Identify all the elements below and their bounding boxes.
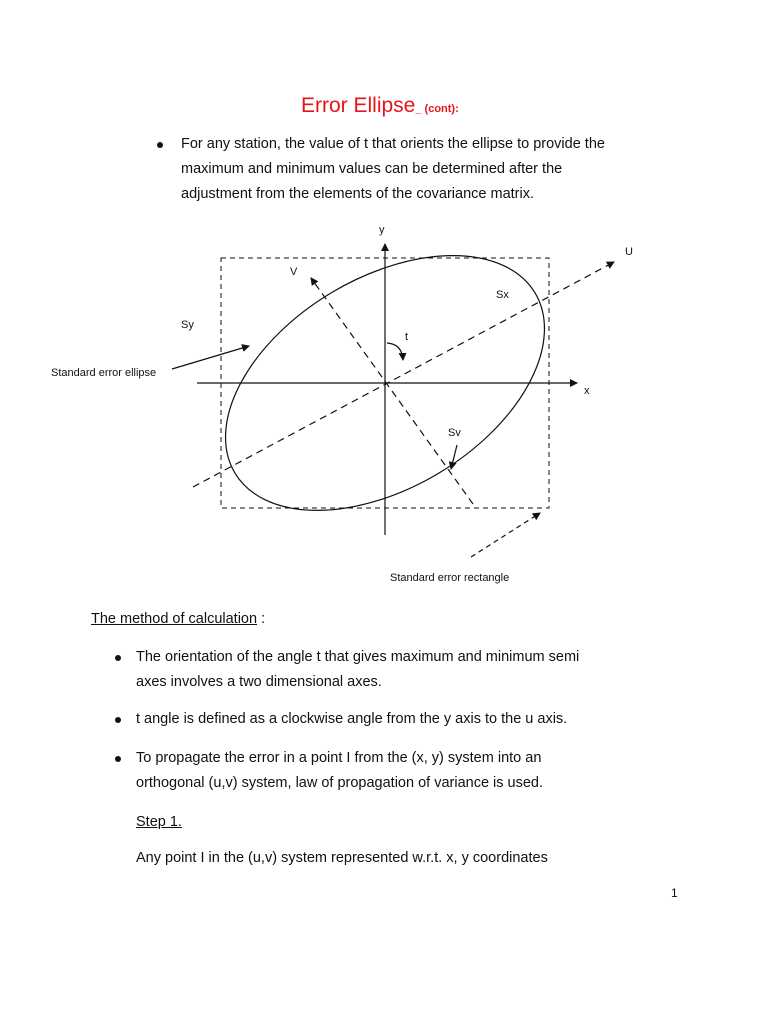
title-suffix: _ (cont): [415, 103, 459, 115]
angle-t-label: t [405, 331, 409, 343]
method-heading-text: The method of calculation [91, 611, 258, 627]
bullet-dot [115, 756, 121, 762]
x-axis-label: x [584, 385, 590, 397]
intro-line-2: maximum and minimum values can be determined after the [181, 161, 563, 177]
u-axis-label: U [625, 246, 633, 258]
method-bullet-3-line-1: To propagate the error in a point I from the (x, y) system into an [136, 750, 542, 766]
step-heading [136, 814, 182, 830]
step-heading-text: Step 1. [136, 814, 182, 830]
angle-t-arc [387, 343, 403, 360]
method-heading-colon: : [257, 611, 266, 627]
method-heading [91, 611, 265, 627]
page-number: 1 [671, 886, 678, 900]
rectangle-callout-label: Standard error rectangle [390, 572, 510, 584]
method-bullet-2-line-1: t angle is defined as a clockwise angle from the y axis to the u axis. [136, 711, 568, 727]
u-axis-line [193, 262, 614, 487]
method-bullet-1-line-1: The orientation of the angle t that gives maximum and minimum semi [136, 649, 580, 665]
sx-label: Sx [496, 289, 509, 301]
sv-label: Sv [448, 427, 461, 439]
bullet-dot [115, 655, 121, 661]
sv-callout-arrow [451, 445, 457, 469]
title-main: Error Ellipse [301, 94, 416, 117]
step-text: Any point I in the (u,v) system represented w.r.t. x, y coordinates [136, 850, 548, 866]
intro-line-3: adjustment from the elements of the covariance matrix. [181, 186, 534, 202]
sy-label: Sy [181, 319, 194, 331]
bullet-dot [115, 717, 121, 723]
y-axis-label: y [379, 224, 385, 236]
ellipse-callout-arrow [172, 346, 249, 369]
ellipse-callout-label: Standard error ellipse [51, 367, 157, 379]
v-axis-line [311, 278, 473, 504]
method-bullet-1-line-2: axes involves a two dimensional axes. [136, 674, 382, 690]
rectangle-callout-arrow [471, 513, 540, 557]
intro-line-1: For any station, the value of t that orients the ellipse to provide the [181, 136, 605, 152]
v-axis-label: V [290, 266, 298, 278]
method-bullet-3-line-2: orthogonal (u,v) system, law of propagation of variance is used. [136, 775, 544, 791]
